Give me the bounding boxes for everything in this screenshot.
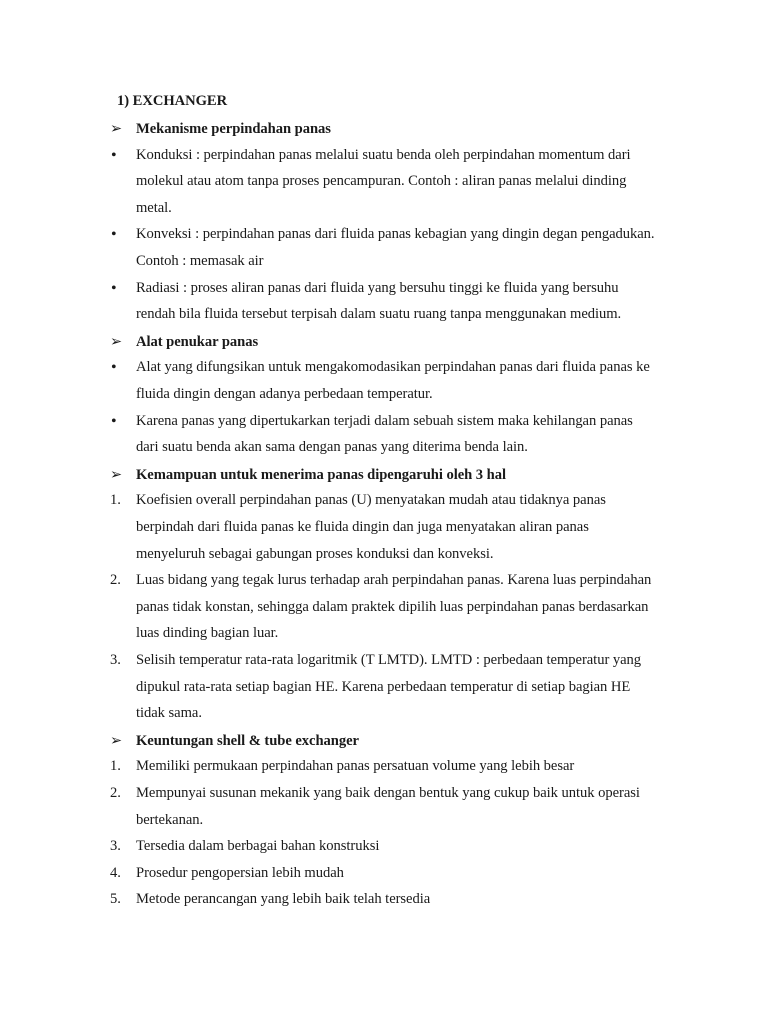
item-text-line: Radiasi : proses aliran panas dari fluida yang bersuhu tinggi ke fluida yang bersuhu [136,279,619,296]
arrow-bullet-icon: ➢ [110,121,123,137]
item-number: 4. [110,864,121,881]
item-text-line: panas tidak konstan, sehingga dalam praktek dipilih luas perpindahan panas berdasarkan [136,598,649,615]
item-text-line: molekul atau atom tanpa proses pencampuran. Contoh : aliran panas melalui dinding [136,173,627,190]
item-text-line: Konduksi : perpindahan panas melalui suatu benda oleh perpindahan momentum dari [136,146,631,163]
item-text-line: tidak sama. [136,705,202,722]
item-text-line: menyeluruh sebagai gabungan proses konduksi dan konveksi. [136,545,494,562]
section-title [110,333,258,351]
bullet-icon: • [111,359,117,377]
bullet-icon: • [111,279,117,297]
item-text-line: metal. [136,199,172,216]
bullet-icon: • [111,146,117,164]
section-title-text: Alat penukar panas [136,333,259,350]
arrow-bullet-icon: ➢ [110,466,123,483]
item-number: 2. [110,785,121,801]
section-title [110,732,359,750]
item-text-line: Luas bidang yang tegak lurus terhadap arah perpindahan panas. Karena luas perpindahan [136,572,652,589]
item-text-line: dari suatu benda akan sama dengan panas yang diterima benda lain. [136,439,528,456]
item-text-line: Mempunyai susunan mekanik yang baik dengan bentuk yang cukup baik untuk operasi [136,785,640,801]
item-text-line: Karena panas yang dipertukarkan terjadi dalam sebuah sistem maka kehilangan panas [136,412,633,429]
item-text-line: Metode perancangan yang lebih baik telah tersedia [136,891,431,908]
item-text-line: Koefisien overall perpindahan panas (U) menyatakan mudah atau tidaknya panas [136,492,606,509]
item-text-line: fluida dingin dengan adanya perbedaan temperatur. [136,385,433,402]
item-text-line: Contoh : memasak air [136,252,264,269]
item-number: 5. [110,891,121,908]
item-number: 2. [110,572,121,589]
section-title [110,466,506,484]
bullet-icon: • [111,226,117,244]
item-text-line: dipukul rata-rata setiap bagian HE. Karena perbedaan temperatur di setiap bagian HE [136,678,631,695]
item-text-line: luas dinding bagian luar. [136,625,279,642]
item-text-line: Tersedia dalam berbagai bahan konstruksi [136,838,380,855]
item-text-line: Memiliki permukaan perpindahan panas persatuan volume yang lebih besar [136,758,575,775]
arrow-bullet-icon: ➢ [110,333,123,350]
bullet-icon: • [111,412,117,430]
item-number: 1. [110,492,121,509]
section-title-text: Keuntungan shell & tube exchanger [136,732,359,749]
item-text-line: rendah bila fluida tersebut terpisah dalam suatu ruang tanpa menggunakan medium. [136,306,622,323]
item-number: 1. [110,758,121,775]
section-title-text: Mekanisme perpindahan panas [136,121,331,137]
item-text-line: Prosedur pengopersian lebih mudah [136,864,344,881]
item-text-line: Alat yang difungsikan untuk mengakomodasikan perpindahan panas dari fluida panas ke [136,359,650,376]
item-number: 3. [110,838,121,855]
item-text-line: berpindah dari fluida panas ke fluida dingin dan juga menyatakan aliran panas [136,518,589,535]
item-text-line: Konveksi : perpindahan panas dari fluida panas kebagian yang dingin degan pengadukan. [136,226,655,243]
document-heading: 1) EXCHANGER [117,93,228,109]
item-text-line: bertekanan. [136,811,204,828]
section-title-text: Kemampuan untuk menerima panas dipengaruhi oleh 3 hal [136,466,506,483]
item-text-line: Selisih temperatur rata-rata logaritmik (T LMTD). LMTD : perbedaan temperatur yang [136,652,642,668]
item-number: 3. [110,652,121,668]
section-title [110,120,331,138]
arrow-bullet-icon: ➢ [110,732,123,749]
